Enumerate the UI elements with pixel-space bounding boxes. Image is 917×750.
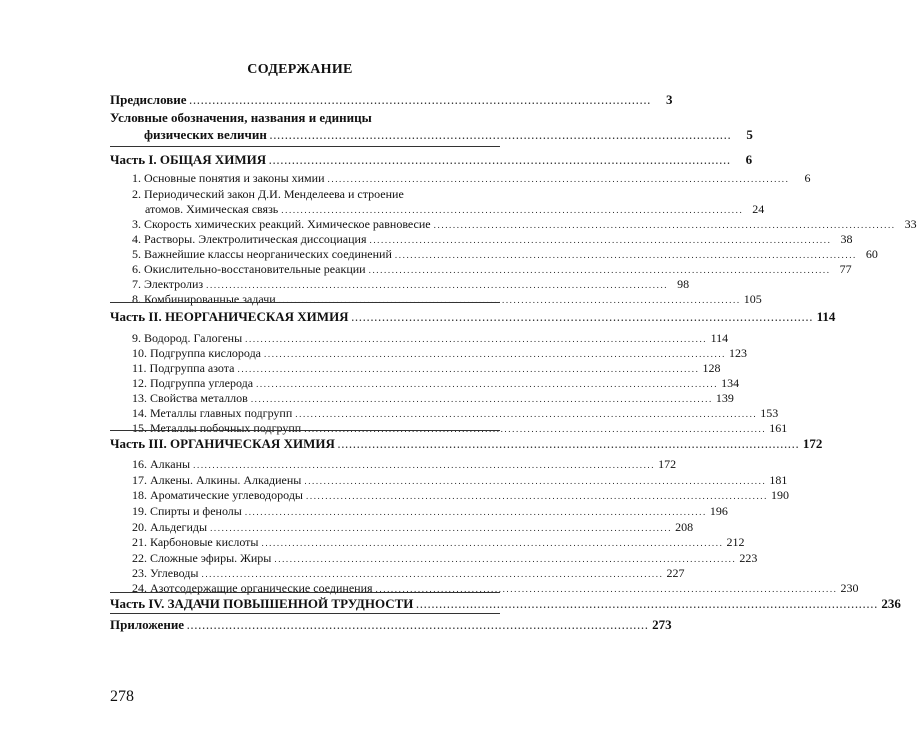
toc-part-4[interactable]: [110, 596, 901, 613]
entry-label: атомов. Химическая связь: [145, 202, 279, 216]
entry-page: 172: [658, 457, 677, 471]
appendix-page: 273: [652, 617, 672, 632]
toc-part-1[interactable]: [110, 152, 753, 169]
toc-entry[interactable]: [132, 473, 788, 489]
leader-dots: ........................................................................................................................: [274, 554, 737, 564]
toc-entry[interactable]: [132, 217, 917, 233]
entry-label: 14. Металлы главных подгрупп: [132, 406, 293, 420]
entry-label: 8. Комбинированные задачи: [132, 292, 276, 306]
toc-entry[interactable]: [132, 346, 748, 362]
toc-entry[interactable]: [132, 406, 779, 422]
part-page: 6: [745, 152, 753, 167]
entry-page: 6: [804, 171, 811, 185]
leader-dots: ........................................................................................................................: [206, 280, 669, 290]
leader-dots: ........................................................................................................................: [306, 491, 768, 501]
leader-dots: ........................................................................................................................: [337, 440, 800, 450]
toc-entry[interactable]: [132, 247, 878, 263]
entry-label: 16. Алканы: [132, 457, 191, 471]
leader-dots: ........................................................................................................................: [210, 523, 673, 533]
toc-entry[interactable]: [132, 520, 694, 536]
entry-label: 13. Свойства металлов: [132, 391, 248, 405]
toc-entry[interactable]: [132, 488, 789, 504]
toc-entry[interactable]: [132, 171, 811, 187]
entry-page: 33: [904, 217, 917, 231]
toc-entry[interactable]: [132, 551, 758, 567]
toc-entry[interactable]: [132, 331, 729, 347]
entry-label: физических величин: [144, 127, 267, 142]
entry-page: 153: [760, 406, 779, 420]
part-label: Часть II. НЕОРГАНИЧЕСКАЯ ХИМИЯ: [110, 309, 349, 324]
toc-entry-preface[interactable]: [110, 92, 673, 109]
entry-page: 98: [677, 277, 690, 291]
entry-label: 12. Подгруппа углерода: [132, 376, 254, 390]
entry-label: 15. Металлы побочных подгрупп: [132, 421, 302, 435]
leader-dots: ........................................................................................................................: [433, 220, 896, 230]
leader-dots: ........................................................................................................................: [201, 569, 664, 579]
entry-page: 38: [840, 232, 853, 246]
entry-label: 18. Ароматические углеводороды: [132, 488, 303, 502]
entry-label: 4. Растворы. Электролитическая диссоциация: [132, 232, 367, 246]
entry-label: 20. Альдегиды: [132, 520, 208, 534]
toc-entry[interactable]: [132, 262, 852, 278]
toc-entry[interactable]: [132, 566, 685, 582]
leader-dots: ........................................................................................................................: [250, 394, 713, 404]
entry-page: 208: [675, 520, 694, 534]
entry-label: 5. Важнейшие классы неорганических соединений: [132, 247, 392, 261]
part-label: Часть I. ОБЩАЯ ХИМИЯ: [110, 152, 267, 167]
section-divider: [110, 146, 500, 147]
toc-entry[interactable]: [132, 457, 677, 473]
leader-dots: ........................................................................................................................: [269, 156, 732, 166]
entry-page: 223: [739, 551, 758, 565]
leader-dots: ........................................................................................................................: [278, 295, 741, 305]
entry-label: 17. Алкены. Алкины. Алкадиены: [132, 473, 302, 487]
leader-dots: ........................................................................................................................: [394, 250, 857, 260]
entry-label: 23. Углеводы: [132, 566, 199, 580]
entry-page: 123: [729, 346, 748, 360]
toc-entry[interactable]: [132, 504, 728, 520]
leader-dots: ........................................................................................................................: [237, 364, 700, 374]
leader-dots: ........................................................................................................................: [261, 538, 724, 548]
leader-dots: ........................................................................................................................: [375, 584, 838, 594]
entry-label: 1. Основные понятия и законы химии: [132, 171, 325, 185]
section-divider: [110, 430, 500, 431]
leader-dots: ........................................................................................................................: [281, 205, 744, 215]
part-page: 172: [802, 436, 823, 451]
leader-dots: ........................................................................................................................: [187, 621, 650, 631]
part-page: 236: [881, 596, 901, 611]
toc-entry-symbols[interactable]: [144, 127, 753, 144]
toc-entry[interactable]: [132, 535, 745, 551]
entry-label: 7. Электролиз: [132, 277, 204, 291]
toc-entry[interactable]: [132, 232, 853, 248]
leader-dots: ........................................................................................................................: [369, 235, 832, 245]
entry-page: 114: [710, 331, 729, 345]
part-label: Часть IV. ЗАДАЧИ ПОВЫШЕННОЙ ТРУДНОСТИ: [110, 596, 414, 611]
entry-page: 227: [666, 566, 685, 580]
toc-entry[interactable]: [132, 421, 788, 437]
entry-page: 77: [839, 262, 852, 276]
leader-dots: ........................................................................................................................: [245, 334, 708, 344]
toc-title: СОДЕРЖАНИЕ: [247, 62, 353, 77]
leader-dots: ........................................................................................................................: [193, 460, 656, 470]
toc-entry[interactable]: [132, 391, 734, 407]
toc-entry[interactable]: [132, 581, 859, 597]
entry-page: 60: [865, 247, 878, 261]
entry-page: 105: [743, 292, 762, 306]
toc-entry-symbols-line1: Условные обозначения, названия и единицы: [110, 110, 372, 125]
entry-page: 139: [715, 391, 734, 405]
entry-page: 134: [721, 376, 740, 390]
leader-dots: ........................................................................................................................: [244, 507, 707, 517]
appendix-label: Приложение: [110, 617, 185, 632]
entry-page: 24: [752, 202, 765, 216]
leader-dots: ........................................................................................................................: [264, 349, 727, 359]
entry-label: 19. Спирты и фенолы: [132, 504, 242, 518]
entry-label: 21. Карбоновые кислоты: [132, 535, 259, 549]
entry-label: Предисловие: [110, 92, 187, 107]
entry-page: 5: [746, 127, 753, 142]
leader-dots: ........................................................................................................................: [368, 265, 831, 275]
entry-label: 11. Подгруппа азота: [132, 361, 235, 375]
toc-entry[interactable]: [132, 376, 740, 392]
part-label: Часть III. ОРГАНИЧЕСКАЯ ХИМИЯ: [110, 436, 335, 451]
section-divider: [110, 592, 500, 593]
part-page: 114: [816, 309, 836, 324]
toc-entry[interactable]: [132, 277, 690, 293]
section-divider: [110, 613, 500, 614]
entry-label: 10. Подгруппа кислорода: [132, 346, 262, 360]
toc-part-3[interactable]: [110, 436, 823, 453]
entry-page: 181: [769, 473, 788, 487]
entry-page: 190: [771, 488, 789, 502]
leader-dots: ........................................................................................................................: [295, 409, 758, 419]
entry-label: 9. Водород. Галогены: [132, 331, 243, 345]
toc-part-2[interactable]: [110, 309, 836, 326]
toc-entry[interactable]: [132, 292, 762, 308]
entry-page: 230: [840, 581, 859, 595]
entry-label: 24. Азотсодержащие органические соединения: [132, 581, 373, 595]
entry-page: 3: [666, 92, 673, 107]
section-divider: [110, 302, 500, 303]
toc-entry-line1: 2. Периодический закон Д.И. Менделеева и строение: [132, 187, 404, 201]
entry-page: 128: [702, 361, 721, 375]
toc-entry[interactable]: [145, 202, 765, 218]
entry-label: 22. Сложные эфиры. Жиры: [132, 551, 272, 565]
leader-dots: ........................................................................................................................: [189, 96, 652, 106]
leader-dots: ........................................................................................................................: [304, 424, 767, 434]
toc-entry[interactable]: [132, 361, 721, 377]
leader-dots: ........................................................................................................................: [351, 313, 814, 323]
entry-page: 161: [769, 421, 788, 435]
leader-dots: ........................................................................................................................: [304, 476, 767, 486]
toc-appendix[interactable]: [110, 617, 672, 634]
leader-dots: ........................................................................................................................: [327, 174, 790, 184]
entry-page: 212: [726, 535, 745, 549]
entry-label: 3. Скорость химических реакций. Химическое равновесие: [132, 217, 431, 231]
leader-dots: ........................................................................................................................: [269, 131, 732, 141]
leader-dots: ........................................................................................................................: [416, 600, 879, 610]
entry-page: 196: [709, 504, 728, 518]
page-number: 278: [110, 688, 134, 705]
leader-dots: ........................................................................................................................: [256, 379, 719, 389]
entry-label: 6. Окислительно-восстановительные реакции: [132, 262, 366, 276]
